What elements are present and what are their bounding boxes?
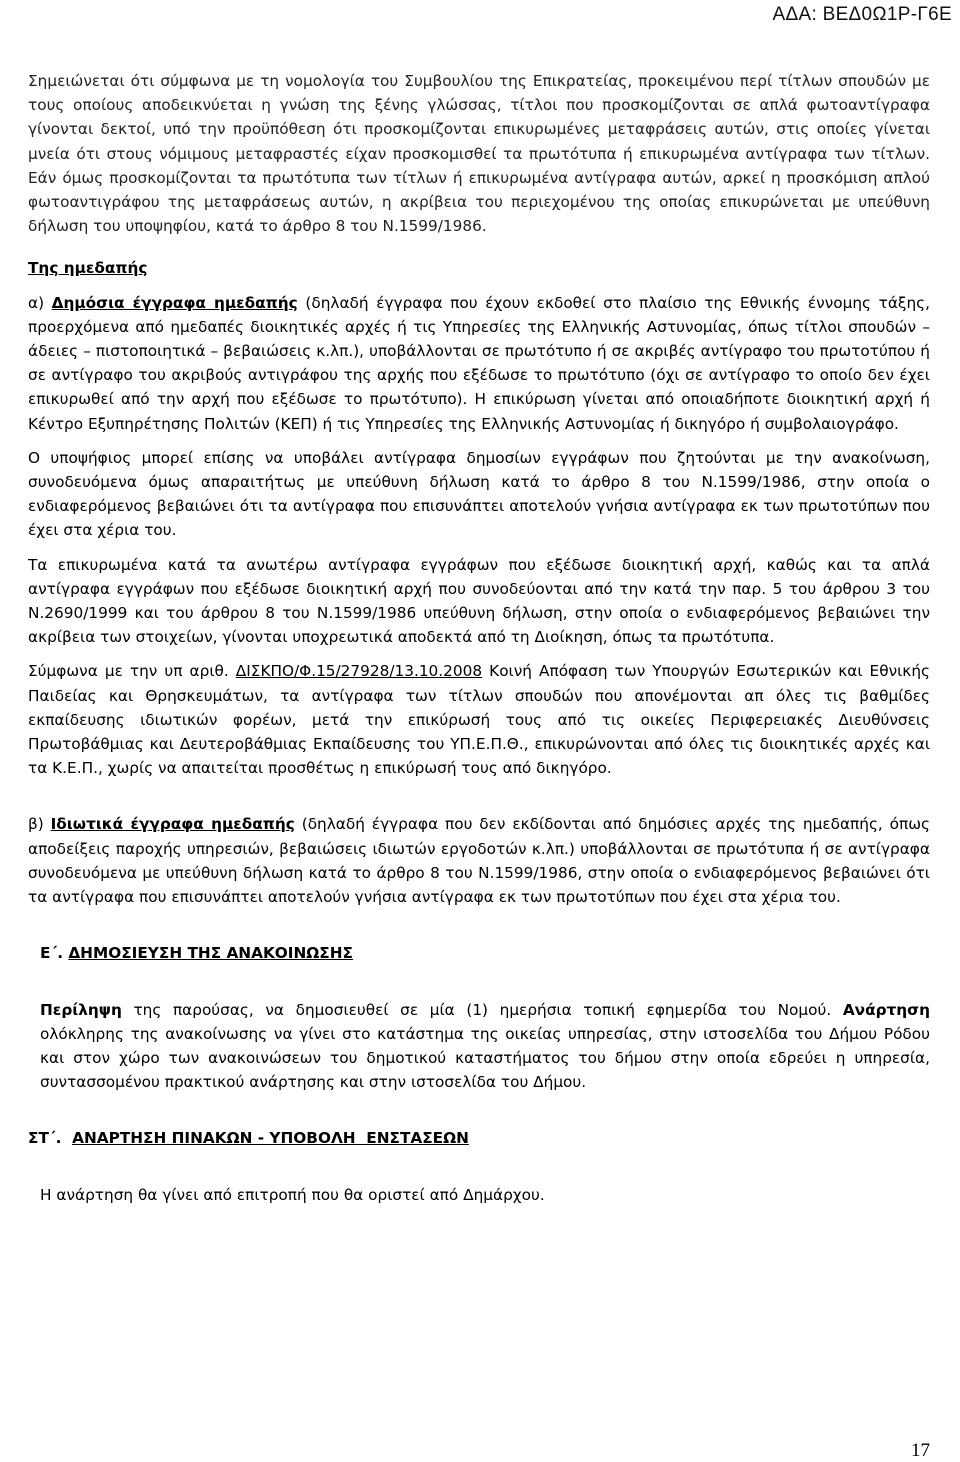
paragraph-private-documents <box>28 812 930 909</box>
document-body <box>28 69 930 1207</box>
private-documents-term: Ιδιωτικά έγγραφα ημεδαπής <box>50 815 295 834</box>
paragraph-foreign-language-titles <box>28 69 930 238</box>
public-documents-term: Δημόσια έγγραφα ημεδαπής <box>51 293 298 312</box>
paragraph-text-continued: ολόκληρης της ανακοίνωσης να γίνει στο κατάστημα της οικείας υπηρεσίας, στην ιστοσελίδα του Δήμου Ρόδου και στον χώρο των ανακοινώσεων του δημοτικού καταστήματος του δήμου στην οποία εδρεύει η υπηρεσία, συντασσομένου πρακτικού ανάρτησης και στην ιστοσελίδα του Δήμου. <box>40 1024 930 1092</box>
section-number: ΣΤ΄. <box>28 1129 73 1148</box>
paragraph-public-documents <box>28 291 930 436</box>
paragraph-text: (δηλαδή έγγραφα που δεν εκδίδονται από δημόσιες αρχές της ημεδαπής, όπως αποδείξεις παροχής υπηρεσιών, βεβαιώσεις ιδιωτών εργοδοτών κ.λπ.) υποβάλλονται σε πρωτότυπα ή σε αντίγραφα συνοδευόμενα με υπεύθυνη δήλωση κατά το άρθρο 8 του Ν.1599/1986, στην οποία ο ενδιαφερόμενος βεβαιώνει ότι τα αντίγραφα που επισυνάπτει αποτελούν γνήσια αντίγραφα εκ των πρωτοτύπων που έχει στα χέρια του. <box>28 815 931 907</box>
section-st-heading <box>28 1126 930 1150</box>
section-title: ΑΝΑΡΤΗΣΗ ΠΙΝΑΚΩΝ - ΥΠΟΒΟΛΗ ΕΝΣΤΑΣΕΩΝ <box>72 1129 469 1148</box>
page-number: 17 <box>911 1440 930 1461</box>
paragraph-publication <box>28 998 930 1095</box>
paragraph-text-continued: Εάν όμως προσκομίζονται τα πρωτότυπα των τίτλων ή επικυρωμένα αντίγραφα αυτών, αρκεί η προσκόμιση απλού φωτοαντιγράφου της μεταφράσεως αυτών, η ακρίβεια του περιεχομένου της οποίας επικυρώνεται με υπεύθυνη δήλωση του υποψηφίου, κατά το άρθρο 8 του Ν.1599/1986. <box>28 168 930 236</box>
decision-reference: ΔΙΣΚΠΟ/Φ.15/27928/13.10.2008 <box>235 662 483 681</box>
paragraph-text: Σημειώνεται ότι σύμφωνα με τη νομολογία του Συμβουλίου της Επικρατείας, προκειμένου περί τίτλων σπουδών με τους οποίους αποδεικνύεται η γνώση της ξένης γλώσσας, τίτλοι που προσκομίζονται σε απλά φωτοαντίγραφα γίνονται δεκτοί, υπό την προϋπόθεση ότι προσκομίζονται επικυρωμένες μεταφράσεις αυτών, στις οποίες γίνεται μνεία ότι στους νόμιμους μεταφραστές είχαν προσκομισθεί τα πρωτότυπα ή επικυρωμένα αντίγραφα των τίτλων. <box>28 72 930 163</box>
paragraph-text-continued: Κοινή Απόφαση των Υπουργών Εσωτερικών και Εθνικής Παιδείας και Θρησκευμάτων, τα αντίγραφα των τίτλων σπουδών που απονέμονται απ όλες τις βαθμίδες εκπαίδευσης ιδιωτικών φορέων, μετά την επικύρωσή τους από τις οικείες Περιφερειακές Διευθύνσεις Πρωτοβάθμιας και Δευτεροβάθμιας Εκπαίδευσης του ΥΠ.Ε.Π.Θ., επικυρώνονται από όλες τις διοικητικές αρχές και τα Κ.Ε.Π., χωρίς να απαιτείται προσθέτως η επικύρωσή τους από δικηγόρο. <box>28 662 930 778</box>
posting-term: Ανάρτηση <box>842 1000 930 1019</box>
paragraph-joint-decision <box>28 659 930 780</box>
paragraph-text: της παρούσας, να δημοσιευθεί σε μία (1) ημερήσια τοπική εφημερίδα του Νομού. <box>121 1000 843 1019</box>
section-e-heading <box>28 941 930 965</box>
paragraph-candidate-copies: Ο υποψήφιος μπορεί επίσης να υποβάλει αντίγραφα δημοσίων εγγράφων που ζητούνται με την ανακοίνωση, συνοδευόμενα όμως απαραιτήτως με υπεύθυνη δήλωση κατά το άρθρο 8 του Ν.1599/1986, στην οποία ο ενδιαφερόμενος βεβαιώνει ότι τα αντίγραφα που επισυνάπτει αποτελούν γνήσια αντίγραφα εκ των πρωτοτύπων που έχει στα χέρια του. <box>28 448 930 540</box>
paragraph-text: (δηλαδή έγγραφα που έχουν εκδοθεί στο πλαίσιο της Εθνικής έννομης τάξης, προερχόμενα από ημεδαπές διοικητικές αρχές ή τις Υπηρεσίες της Ελληνικής Αστυνομίας, όπως τίτλοι σπουδών – άδειες – πιστοποιητικά – βεβαιώσεις κ.λπ.), υποβάλλονται σε πρωτότυπο ή σε ακριβές αντίγραφο του πρωτοτύπου ή σε αντίγραφο του ακριβούς αντιγράφου της αρχής που εξέδωσε το πρωτότυπο (όχι σε αντίγραφο το οποίο δεν έχει επικυρωθεί από την αρχή που εξέδωσε το πρωτότυπο). Η επικύρωση γίνεται από οποιαδήποτε διοικητική αρχή ή Κέντρο Εξυπηρέτησης Πολιτών (ΚΕΠ) ή τις Υπηρεσίες της Ελληνικής Αστυνομίας ή δικηγόρο ή συμβολαιογράφο. <box>28 293 930 433</box>
section-title: ΔΗΜΟΣΙΕΥΣΗ ΤΗΣ ΑΝΑΚΟΙΝΩΣΗΣ <box>68 944 354 963</box>
summary-term: Περίληψη <box>40 1000 122 1019</box>
paragraph-text: Σύμφωνα με την υπ αριθ. <box>28 662 236 681</box>
item-prefix: β) <box>28 815 51 834</box>
item-prefix: α) <box>28 293 52 312</box>
ada-code: ΑΔΑ: ΒΕΔ0Ω1Ρ-Γ6Ε <box>772 4 952 25</box>
section-number: Ε΄. <box>40 944 69 963</box>
paragraph-certified-copies: Τα επικυρωμένα κατά τα ανωτέρω αντίγραφα εγγράφων που εξέδωσε διοικητική αρχή, καθώς και τα απλά αντίγραφα εγγράφων που εξέδωσε διοικητική αρχή που συνοδεύονται από την κατά την παρ. 5 του άρθρου 3 του Ν.2690/1999 και του άρθρου 8 του Ν.1599/1986 υπεύθυνη δήλωση, στην οποία ο ενδιαφερόμενος βεβαιώνει την ακρίβεια των στοιχείων, γίνονται υποχρεωτικά αποδεκτά από τη Διοίκηση, όπως τα πρωτότυπα. <box>28 555 930 647</box>
domestic-heading: Της ημεδαπής <box>28 259 148 278</box>
paragraph-posting-committee: Η ανάρτηση θα γίνει από επιτροπή που θα οριστεί από Δημάρχου. <box>40 1185 545 1204</box>
